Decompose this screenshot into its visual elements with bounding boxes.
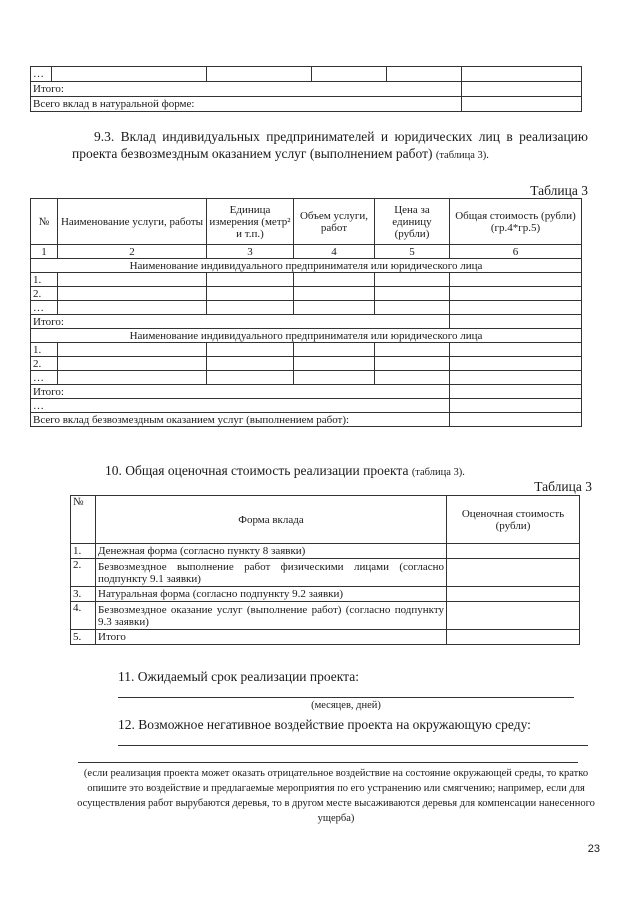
section-11-hint: (месяцев, дней) xyxy=(311,700,381,711)
row-label: Натуральная форма (согласно подпункту 9.2 заявки) xyxy=(96,587,447,602)
table-cell xyxy=(312,67,387,82)
section-11-text: 11. Ожидаемый срок реализации проекта: xyxy=(118,669,359,684)
fill-line xyxy=(78,762,578,763)
row-num: 3. xyxy=(71,587,96,602)
table-caption: Таблица 3 xyxy=(530,183,588,198)
header-cell: № xyxy=(71,496,96,544)
page-number: 23 xyxy=(587,843,600,855)
header-cell: Цена за единицу (рубли) xyxy=(375,199,450,245)
section-12-hint: (если реализация проекта может оказать отрицательное воздействие на состояние окружающей среды, то кратко опишите это воздействие и предлагаемые мероприятия по его устранению или смягчению; например, если для осуществления работ вырубаются деревья, то в другом месте высаживаются деревья для компенсации нанесенного ущерба) xyxy=(77,768,595,824)
header-cell: Оценочная стоимость (рубли) xyxy=(447,496,580,544)
row-num: 2. xyxy=(71,559,96,587)
header-cell: Общая стоимость (рубли) (гр.4*гр.5) xyxy=(450,199,582,245)
total-label: Итого: xyxy=(31,82,462,97)
total-cost-table xyxy=(70,495,580,645)
header-cell: Единица измерения (метр² и т.п.) xyxy=(207,199,294,245)
total-label: Итого: xyxy=(31,315,450,329)
row-num: 2. xyxy=(31,357,58,371)
group-label: Наименование индивидуального предпринимателя или юридического лица xyxy=(31,259,582,273)
table-caption: Таблица 3 xyxy=(534,479,592,494)
row-num: 1. xyxy=(71,544,96,559)
header-cell: Форма вклада xyxy=(96,496,447,544)
table-cell xyxy=(462,97,582,112)
table-cell: … xyxy=(31,67,52,82)
table-cell xyxy=(52,67,207,82)
col-number: 3 xyxy=(207,245,294,259)
row-label: Денежная форма (согласно пункту 8 заявки) xyxy=(96,544,447,559)
row-num: 4. xyxy=(71,602,96,630)
total-label: Итого: xyxy=(31,385,450,399)
col-number: 4 xyxy=(294,245,375,259)
row-num: 5. xyxy=(71,630,96,645)
fill-line xyxy=(118,697,574,698)
row-num: 2. xyxy=(31,287,58,301)
row-num: … xyxy=(31,371,58,385)
row-label: Безвозмездное выполнение работ физическими лицами (согласно подпункту 9.1 заявки) xyxy=(96,559,447,587)
fill-line xyxy=(118,745,588,746)
grand-total-label: Всего вклад безвозмездным оказанием услуг (выполнением работ): xyxy=(31,413,450,427)
table-cell xyxy=(462,67,582,82)
row-label: Итого xyxy=(96,630,447,645)
col-number: 1 xyxy=(31,245,58,259)
grand-total-label: Всего вклад в натуральной форме: xyxy=(31,97,462,112)
header-cell: Объем услуги, работ xyxy=(294,199,375,245)
ellipsis: … xyxy=(31,399,450,413)
table-cell xyxy=(387,67,462,82)
natural-contribution-table-tail xyxy=(30,66,582,112)
header-cell: Наименование услуги, работы xyxy=(58,199,207,245)
row-label: Безвозмездное оказание услуг (выполнение работ) (согласно подпункту 9.3 заявки) xyxy=(96,602,447,630)
group-label: Наименование индивидуального предпринимателя или юридического лица xyxy=(31,329,582,343)
table-cell xyxy=(462,82,582,97)
col-number: 2 xyxy=(58,245,207,259)
col-number: 6 xyxy=(450,245,582,259)
row-num: 1. xyxy=(31,343,58,357)
row-num: … xyxy=(31,301,58,315)
row-num: 1. xyxy=(31,273,58,287)
services-table xyxy=(30,198,582,427)
header-cell: № xyxy=(31,199,58,245)
section-12-text: 12. Возможное негативное воздействие проекта на окружающую среду: xyxy=(118,717,531,732)
col-number: 5 xyxy=(375,245,450,259)
section-9-3-text: 9.3. Вклад индивидуальных предпринимателей и юридических лиц в реализацию проекта безвозмездным оказанием услуг (выполнением работ) (таблица 3). xyxy=(72,129,588,161)
section-10-text: 10. Общая оценочная стоимость реализации проекта (таблица 3). xyxy=(105,463,465,478)
table-cell xyxy=(207,67,312,82)
